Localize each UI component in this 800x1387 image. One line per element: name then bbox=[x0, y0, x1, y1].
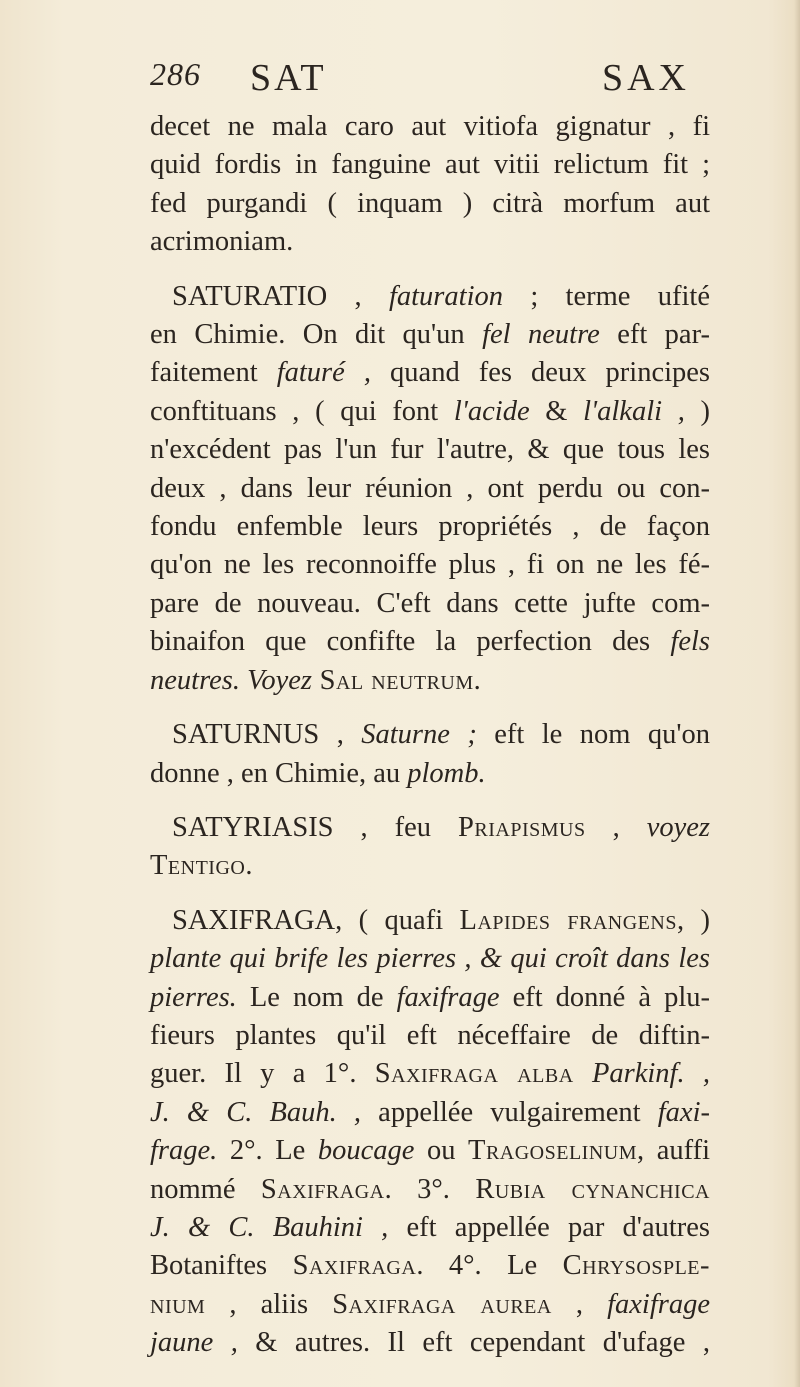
text-run: decet ne mala caro aut vitiofa gignatur , fi bbox=[150, 111, 710, 142]
text-line bbox=[150, 809, 710, 847]
text-line bbox=[150, 1094, 710, 1132]
italic-run: faturé , bbox=[276, 357, 371, 389]
small-caps-run: nium bbox=[150, 1288, 206, 1320]
italic-run: J. & C. Bauhini , bbox=[150, 1211, 389, 1243]
text-run: Le nom de bbox=[236, 981, 397, 1013]
text-line bbox=[150, 1247, 710, 1285]
text-run: eft donné à plu- bbox=[499, 981, 710, 1013]
body-text bbox=[150, 108, 710, 1363]
text-line bbox=[150, 623, 710, 661]
text-line bbox=[150, 1171, 710, 1209]
text-line bbox=[150, 1209, 710, 1247]
small-caps-run: Rubia cynanchica bbox=[475, 1173, 710, 1205]
page-edge-shadow bbox=[794, 0, 800, 1387]
text-run: , auffi bbox=[637, 1135, 710, 1167]
italic-run: plante qui brife les pierres , & qui croît dans les bbox=[150, 943, 710, 975]
text-line bbox=[150, 1286, 710, 1324]
text-run: eft par- bbox=[599, 319, 710, 351]
italic-run: Saturne ; bbox=[361, 719, 477, 751]
text-line bbox=[150, 470, 710, 508]
text-run: guer. Il y a 1°. bbox=[150, 1058, 375, 1090]
text-run: eft appellée par d'autres bbox=[388, 1211, 710, 1243]
italic-run: faxifrage bbox=[607, 1288, 711, 1320]
small-caps-run: Saxifraga bbox=[260, 1173, 385, 1205]
text-line bbox=[150, 755, 710, 793]
text-run: faitement bbox=[150, 357, 277, 389]
text-run: qu'on ne les reconnoiffe plus , fi on ne les fé- bbox=[150, 549, 710, 581]
text-run: deux , dans leur réunion , ont perdu ou con- bbox=[150, 472, 710, 504]
text-line bbox=[150, 354, 710, 392]
text-run: ; terme ufité bbox=[502, 280, 710, 312]
text-run: appellée vulgairement bbox=[361, 1096, 658, 1128]
text-run: donne , en Chimie, au bbox=[150, 757, 408, 789]
text-line bbox=[150, 1055, 710, 1093]
small-caps-run: Saxifraga aurea bbox=[332, 1288, 552, 1320]
text-line bbox=[150, 902, 710, 940]
text-run: fed purgandi ( inquam ) citrà morfum aut bbox=[150, 187, 710, 219]
text-run: , aliis bbox=[205, 1288, 333, 1320]
text-run: 2°. Le bbox=[217, 1135, 318, 1167]
text-line bbox=[150, 316, 710, 354]
text-run: nommé bbox=[150, 1173, 261, 1205]
text-run: . 3°. bbox=[384, 1173, 476, 1205]
italic-run: neutres. Voyez bbox=[150, 664, 312, 696]
text-run: fieurs plantes qu'il eft néceffaire de diftin- bbox=[150, 1019, 710, 1051]
paragraph-gap bbox=[150, 793, 710, 809]
text-run: quid fordis in fanguine aut vitii relictum fit ; bbox=[150, 149, 710, 181]
small-caps-run: Lapides frangens bbox=[459, 904, 677, 936]
italic-run: fels bbox=[670, 626, 710, 658]
text-run: conftituans , ( qui font bbox=[150, 395, 454, 427]
italic-run: jaune , bbox=[150, 1327, 238, 1359]
text-run: . 4°. Le bbox=[416, 1250, 563, 1282]
text-run: , ) bbox=[676, 904, 710, 936]
text-run: ou bbox=[414, 1135, 469, 1167]
text-run: acrimoniam. bbox=[150, 226, 294, 258]
paragraph-gap bbox=[150, 262, 710, 278]
page-number: 286 bbox=[150, 56, 201, 92]
italic-run: l'acide bbox=[453, 395, 530, 427]
italic-run: l'alkali , bbox=[583, 395, 685, 427]
text-line bbox=[150, 716, 710, 754]
italic-run: fel neutre bbox=[482, 319, 600, 351]
text-run: SATURATIO , bbox=[172, 280, 389, 312]
text-run: , bbox=[585, 811, 647, 843]
text-line bbox=[150, 508, 710, 546]
text-run: en Chimie. On dit qu'un bbox=[150, 319, 483, 351]
text-line bbox=[150, 108, 710, 146]
text-line bbox=[150, 940, 710, 978]
italic-run: boucage bbox=[317, 1135, 415, 1167]
text-run: & autres. Il eft cependant d'ufage , bbox=[237, 1327, 710, 1359]
text-run: n'excédent pas l'un fur l'autre, & que tous les bbox=[150, 434, 710, 466]
paragraph-gap bbox=[150, 700, 710, 716]
text-run: SATYRIASIS , feu bbox=[172, 811, 459, 843]
italic-run: J. & C. Bauh. , bbox=[150, 1096, 362, 1128]
text-run: ) bbox=[684, 395, 710, 427]
small-caps-run: Saxifraga alba bbox=[374, 1058, 574, 1090]
small-caps-run: Sal neutrum. bbox=[311, 664, 482, 696]
left-heading: SAT bbox=[250, 57, 327, 99]
italic-run: faxi- bbox=[657, 1096, 710, 1128]
small-caps-run: Saxifraga bbox=[292, 1250, 417, 1282]
italic-run: pierres. bbox=[150, 981, 237, 1013]
text-line bbox=[150, 546, 710, 584]
text-run: Botaniftes bbox=[150, 1250, 293, 1282]
text-line bbox=[150, 223, 710, 261]
italic-run: faturation bbox=[388, 280, 503, 312]
italic-run: plomb. bbox=[407, 757, 486, 789]
small-caps-run: Tragoselinum bbox=[468, 1135, 638, 1167]
right-heading: SAX bbox=[601, 57, 690, 99]
text-run: binaifon que confifte la perfection des bbox=[150, 626, 671, 658]
small-caps-run: Priapismus bbox=[458, 811, 586, 843]
italic-run: faxifrage bbox=[396, 981, 500, 1013]
text-line bbox=[150, 278, 710, 316]
paragraph-gap bbox=[150, 886, 710, 902]
text-line bbox=[150, 1324, 710, 1362]
text-run: quand fes deux principes bbox=[370, 357, 710, 389]
text-run: & bbox=[529, 395, 584, 427]
italic-run: voyez bbox=[646, 811, 710, 843]
italic-run: Parkinf. , bbox=[591, 1058, 710, 1090]
text-run: , bbox=[551, 1288, 608, 1320]
text-line bbox=[150, 146, 710, 184]
text-run: pare de nouveau. C'eft dans cette jufte com- bbox=[150, 587, 710, 619]
text-line bbox=[150, 662, 710, 700]
running-header bbox=[150, 56, 690, 104]
text-line bbox=[150, 1132, 710, 1170]
text-line bbox=[150, 979, 710, 1017]
text-run: SATURNUS , bbox=[172, 719, 362, 751]
text-run: SAXIFRAGA, ( quafi bbox=[172, 904, 460, 936]
italic-run: frage. bbox=[150, 1135, 218, 1167]
text-line bbox=[150, 393, 710, 431]
text-line bbox=[150, 585, 710, 623]
small-caps-run: Tentigo. bbox=[150, 850, 253, 882]
small-caps-run: Chrysosple- bbox=[562, 1250, 710, 1282]
text-line bbox=[150, 847, 710, 885]
text-line bbox=[150, 1017, 710, 1055]
text-run: eft le nom qu'on bbox=[476, 719, 710, 751]
text-run bbox=[574, 1058, 592, 1089]
text-line bbox=[150, 185, 710, 223]
text-run: fondu enfemble leurs propriétés , de façon bbox=[150, 511, 710, 543]
text-line bbox=[150, 431, 710, 469]
